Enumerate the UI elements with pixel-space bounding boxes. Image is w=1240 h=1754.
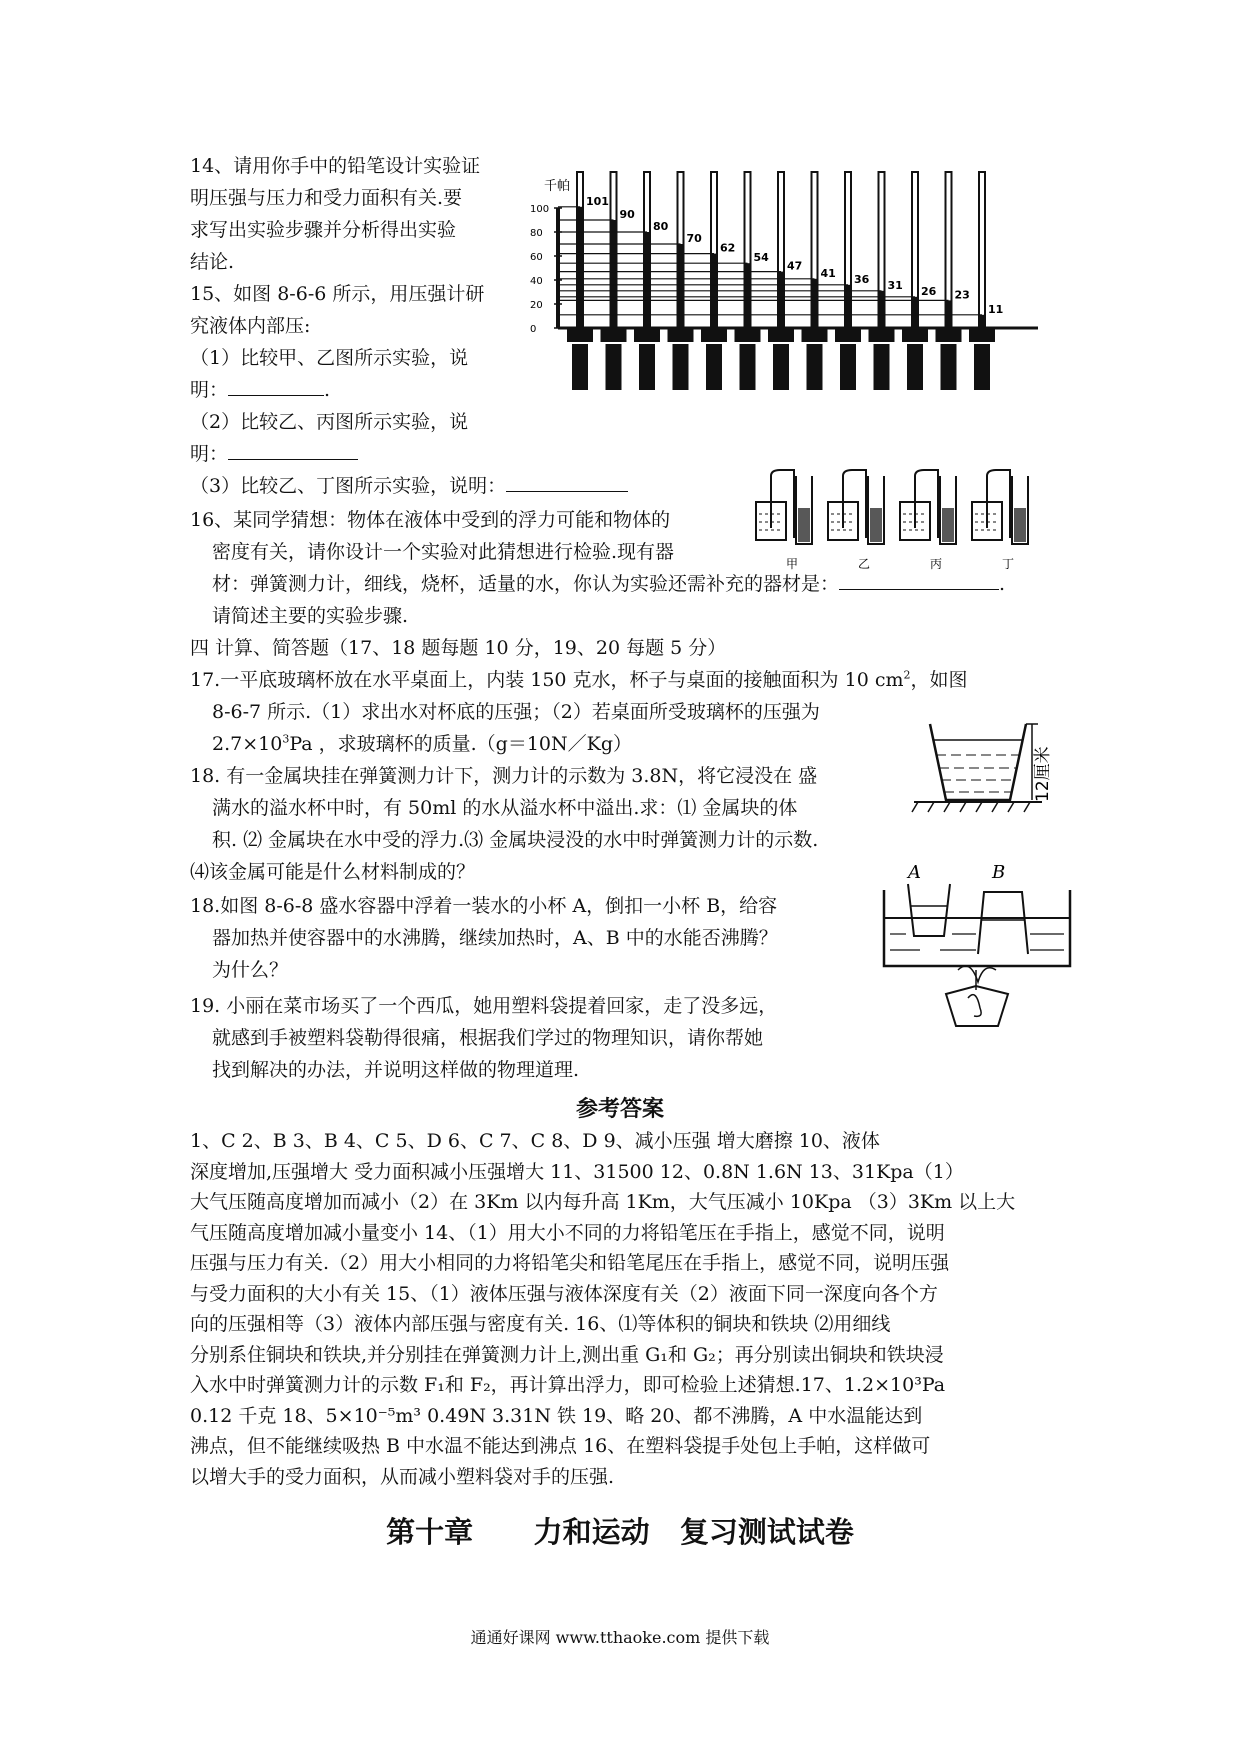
answer-line: 深度增加,压强增大 受力面积减小压强增大 11、31500 12、0.8N 1.6N 13、31Kpa（1） bbox=[190, 1160, 964, 1183]
answer-line: 入水中时弹簧测力计的示数 F₁和 F₂，再计算出浮力，即可检验上述猜想.17、1.2×10³Pa bbox=[190, 1374, 946, 1396]
label-a: A bbox=[908, 862, 921, 883]
mercury-column bbox=[644, 232, 650, 328]
answer-line: 压强与压力有关.（2）用大小相同的力将铅笔尖和铅笔尾压在手指上，感觉不同，说明压强 bbox=[190, 1252, 950, 1274]
gauge-label: 乙 bbox=[858, 557, 871, 571]
answer-line: 大气压随高度增加而减小（2）在 3Km 以内每升高 1Km，大气压减小 10Kpa （3）3Km 以上大 bbox=[190, 1191, 1016, 1213]
q14-line: 明压强与压力和受力面积有关.要 bbox=[190, 187, 463, 209]
altitude-label-block bbox=[606, 344, 622, 390]
q18a-line: 积. ⑵ 金属块在水中受的浮力.⑶ 金属块浸没的水中时弹簧测力计的示数. bbox=[212, 829, 819, 851]
y-tick-label: 60 bbox=[530, 252, 543, 263]
answer-line: 与受力面积的大小有关 15、（1）液体压强与液体深度有关（2）液面下同一深度向各个方 bbox=[190, 1282, 938, 1305]
y-axis-unit: 千帕 bbox=[544, 179, 571, 194]
y-tick-label: 0 bbox=[530, 324, 537, 335]
reading-label: 70 bbox=[686, 232, 702, 245]
q15-part2: （2）比较乙、丙图所示实验，说 bbox=[190, 411, 469, 433]
mercury-column bbox=[912, 297, 918, 328]
reservoir bbox=[567, 328, 593, 342]
q18a-line: ⑷该金属可能是什么材料制成的？ bbox=[190, 861, 476, 883]
answer-blank[interactable] bbox=[506, 471, 628, 492]
q19-line: 19. 小丽在菜市场买了一个西瓜，她用塑料袋提着回家，走了没多远， bbox=[190, 995, 778, 1017]
figure-cup bbox=[910, 710, 1060, 820]
reservoir bbox=[869, 328, 895, 342]
q17-line: 17.一平底玻璃杯放在水平桌面上，内装 150 克水，杯子与桌面的接触面积为 10 $cm^2$，如图 bbox=[190, 668, 968, 691]
answer-line: 分别系住铜块和铁块,并分别挂在弹簧测力计上,测出重 G₁和 G₂；再分别读出铜块和铁块浸 bbox=[190, 1343, 944, 1366]
reservoir bbox=[835, 328, 861, 342]
label-b: B bbox=[992, 862, 1006, 883]
answer-line: 0.12 千克 18、5×10⁻⁵m³ 0.49N 3.31N 铁 19、略 20、都不沸腾，A 中水温能达到 bbox=[190, 1404, 923, 1427]
q17-line: 8-6-7 所示.（1）求出水对杯底的压强；（2）若桌面所受玻璃杯的压强为 bbox=[212, 701, 820, 723]
q15-part2-answer: 明： bbox=[190, 438, 628, 470]
reservoir bbox=[735, 328, 761, 342]
reading-label: 26 bbox=[921, 284, 937, 298]
q19-line: 就感到手被塑料袋勒得很痛，根据我们学过的物理知识，请你帮她 bbox=[212, 1027, 764, 1049]
q14-line: 结论. bbox=[190, 251, 235, 273]
altitude-label-block bbox=[941, 344, 957, 390]
reading-label: 23 bbox=[954, 288, 970, 302]
barometer-tube bbox=[979, 172, 985, 328]
reservoir bbox=[634, 328, 660, 342]
q18a-line: 18. 有一金属块挂在弹簧测力计下，测力计的示数为 3.8N，将它浸没在 盛 bbox=[190, 765, 818, 787]
reservoir bbox=[902, 328, 928, 342]
reading-label: 80 bbox=[653, 220, 669, 233]
reading-label: 31 bbox=[887, 278, 903, 292]
answer-blank[interactable] bbox=[228, 439, 358, 460]
answers-list bbox=[190, 1126, 1050, 1492]
altitude-label-block bbox=[572, 344, 588, 390]
altitude-label-block bbox=[907, 344, 923, 390]
y-tick-label: 80 bbox=[530, 228, 543, 239]
reading-label: 101 bbox=[586, 194, 609, 208]
reservoir bbox=[936, 328, 962, 342]
answer-blank[interactable] bbox=[228, 375, 324, 396]
q18b-line: 18.如图 8-6-8 盛水容器中浮着一装水的小杯 A，倒扣一小杯 B，给容 bbox=[190, 895, 778, 917]
reservoir bbox=[668, 328, 694, 342]
answer-line: 向的压强相等（3）液体内部压强与密度有关. 16、⑴等体积的铜块和铁块 ⑵用细线 bbox=[190, 1313, 891, 1335]
altitude-label-block bbox=[773, 344, 789, 390]
chapter-title: 第十章 力和运动 复习测试试卷 bbox=[386, 1515, 854, 1549]
question-17 bbox=[190, 664, 968, 760]
q15-part3: （3）比较乙、丁图所示实验，说明： bbox=[190, 470, 628, 502]
reading-label: 62 bbox=[720, 241, 736, 255]
reading-label: 36 bbox=[854, 272, 870, 286]
q18b-line: 器加热并使容器中的水沸腾，继续加热时，A、B 中的水能否沸腾？ bbox=[212, 927, 778, 949]
q18b-line: 为什么？ bbox=[212, 959, 289, 981]
mercury-column bbox=[812, 279, 818, 328]
gauge-label: 甲 bbox=[786, 557, 799, 571]
altitude-label-block bbox=[974, 344, 990, 390]
q16-line: 材：弹簧测力计，细线，烧杯，适量的水，你认为实验还需补充的器材是： . bbox=[190, 568, 1005, 600]
altitude-label-block bbox=[673, 344, 689, 390]
q16-line: 密度有关，请你设计一个实验对此猜想进行检验.现有器 bbox=[212, 541, 675, 563]
figure-boiling bbox=[880, 858, 1080, 1048]
answer-line: 气压随高度增加减小量变小 14、（1）用大小不同的力将铅笔压在手指上，感觉不同，说明 bbox=[190, 1221, 945, 1244]
question-18a bbox=[190, 760, 818, 888]
section-4-heading: 四 计算、简答题（17、18 题每题 10 分，19、20 每题 5 分） bbox=[190, 637, 727, 659]
mercury-column bbox=[745, 263, 751, 328]
q18a-line: 满水的溢水杯中时，有 50ml 的水从溢水杯中溢出.求：⑴ 金属块的体 bbox=[212, 797, 798, 819]
altitude-label-block bbox=[740, 344, 756, 390]
gauge-label: 丁 bbox=[1002, 557, 1015, 571]
question-19 bbox=[190, 990, 777, 1086]
y-tick-label: 40 bbox=[530, 276, 543, 287]
q16-line: 16、某同学猜想：物体在液体中受到的浮力可能和物体的 bbox=[190, 509, 671, 531]
q15-line: 15、如图 8-6-6 所示，用压强计研 bbox=[190, 283, 485, 305]
question-18b bbox=[190, 890, 778, 986]
cup-height-label: 12厘米 bbox=[1033, 746, 1053, 802]
reservoir bbox=[768, 328, 794, 342]
q15-line: 究液体内部压: bbox=[190, 315, 311, 337]
answers-title: 参考答案 bbox=[575, 1096, 664, 1122]
figure-pressure-gauges bbox=[752, 468, 1052, 574]
altitude-label-block bbox=[706, 344, 722, 390]
reading-label: 54 bbox=[753, 251, 769, 265]
q15-part1: （1）比较甲、乙图所示实验，说 bbox=[190, 347, 469, 369]
q17-line: $2.7\times 10^3Pa$ ，求玻璃杯的质量.（g＝10N／Kg） bbox=[212, 732, 632, 755]
y-tick-label: 20 bbox=[530, 300, 543, 311]
q14-line: 求写出实验步骤并分析得出实验 bbox=[190, 219, 457, 241]
reading-label: 11 bbox=[988, 302, 1004, 316]
mercury-column bbox=[979, 315, 985, 328]
reading-label: 47 bbox=[787, 259, 803, 273]
reservoir bbox=[802, 328, 828, 342]
reading-label: 41 bbox=[820, 266, 836, 280]
reservoir bbox=[969, 328, 995, 342]
gauge-label: 丙 bbox=[930, 557, 943, 571]
altitude-label-block bbox=[874, 344, 890, 390]
reservoir bbox=[701, 328, 727, 342]
q19-line: 找到解决的办法，并说明这样做的物理道理. bbox=[212, 1059, 580, 1081]
answer-line: 沸点，但不能继续吸热 B 中水温不能达到沸点 16、在塑料袋提手处包上手帕，这样做可 bbox=[190, 1435, 931, 1457]
page-footer: 通通好课网 www.tthaoke.com 提供下载 bbox=[470, 1628, 770, 1647]
reservoir bbox=[601, 328, 627, 342]
y-tick-label: 100 bbox=[530, 204, 550, 215]
q15-part1-answer: 明： . bbox=[190, 374, 628, 406]
answer-line: 1、C 2、B 3、B 4、C 5、D 6、C 7、C 8、D 9、减小压强 增大磨擦 10、液体 bbox=[190, 1130, 880, 1152]
question-14 bbox=[190, 150, 480, 278]
altitude-label-block bbox=[639, 344, 655, 390]
reading-label: 90 bbox=[619, 208, 635, 221]
barometer-tubes bbox=[558, 172, 1038, 390]
q14-line: 14、请用你手中的铅笔设计实验证 bbox=[190, 155, 481, 177]
mercury-column bbox=[577, 207, 583, 328]
altitude-label-block bbox=[807, 344, 823, 390]
q16-line: 请简述主要的实验步骤. bbox=[212, 605, 409, 627]
figure-pressure-altitude bbox=[528, 166, 1048, 398]
altitude-label-block bbox=[840, 344, 856, 390]
answer-line: 以增大手的受力面积，从而减小塑料袋对手的压强. bbox=[190, 1465, 615, 1488]
mercury-column bbox=[611, 220, 617, 328]
